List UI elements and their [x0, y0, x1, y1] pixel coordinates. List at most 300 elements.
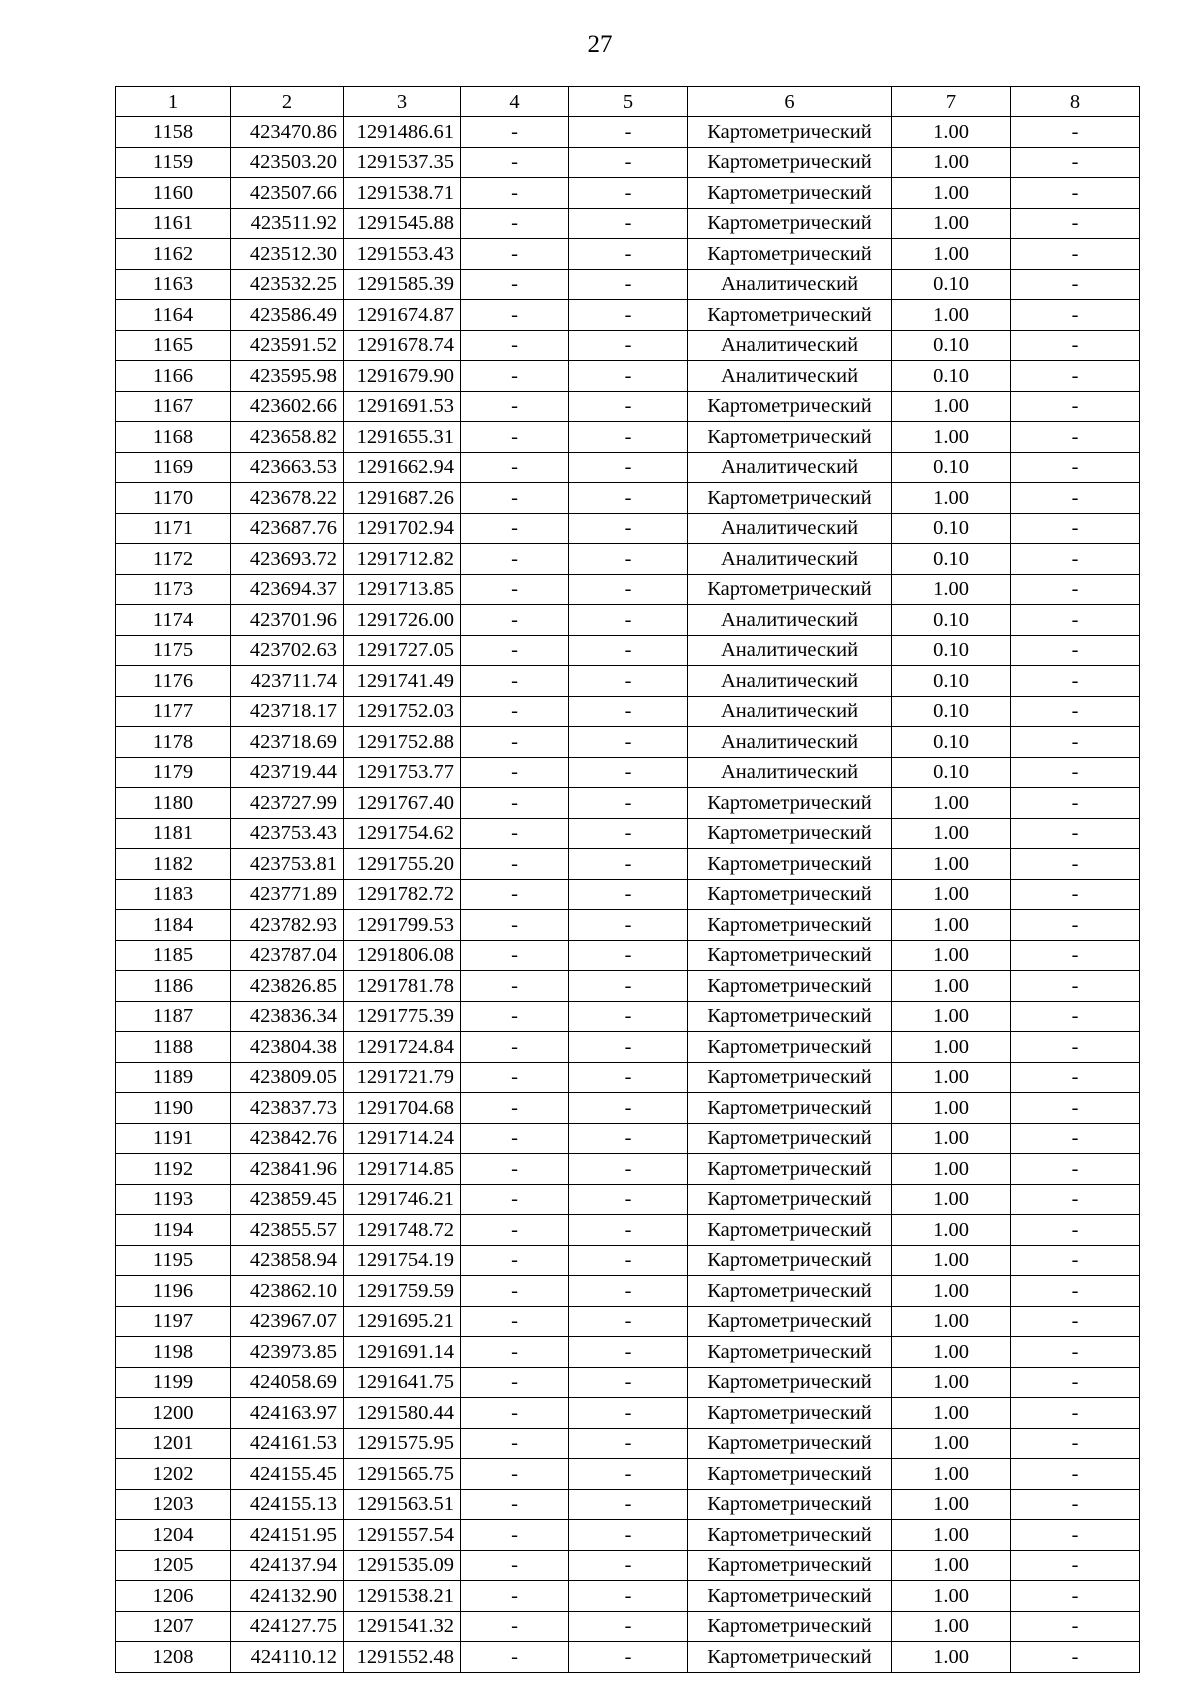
col4-cell: - — [461, 1367, 569, 1398]
y-coordinate-cell: 1291755.20 — [344, 849, 461, 880]
col5-cell: - — [569, 1276, 688, 1307]
col5-cell: - — [569, 605, 688, 636]
col8-cell: - — [1011, 1459, 1140, 1490]
table-row — [116, 635, 1140, 666]
point-number-cell: 1197 — [116, 1306, 231, 1337]
table-row — [116, 1459, 1140, 1490]
col4-cell: - — [461, 635, 569, 666]
col5-cell: - — [569, 1154, 688, 1185]
table-row — [116, 330, 1140, 361]
y-coordinate-cell: 1291746.21 — [344, 1184, 461, 1215]
table-row — [116, 391, 1140, 422]
col8-cell: - — [1011, 422, 1140, 453]
col4-cell: - — [461, 1123, 569, 1154]
accuracy-cell: 1.00 — [892, 574, 1011, 605]
point-number-cell: 1191 — [116, 1123, 231, 1154]
col5-cell: - — [569, 422, 688, 453]
method-cell: Картометрический — [688, 178, 892, 209]
col4-cell: - — [461, 666, 569, 697]
col4-cell: - — [461, 1062, 569, 1093]
method-cell: Картометрический — [688, 818, 892, 849]
col4-cell: - — [461, 1642, 569, 1673]
x-coordinate-cell: 423787.04 — [231, 940, 344, 971]
x-coordinate-cell: 423855.57 — [231, 1215, 344, 1246]
col8-cell: - — [1011, 696, 1140, 727]
col4-cell: - — [461, 574, 569, 605]
x-coordinate-cell: 423694.37 — [231, 574, 344, 605]
point-number-cell: 1166 — [116, 361, 231, 392]
method-cell: Картометрический — [688, 879, 892, 910]
col8-cell: - — [1011, 1520, 1140, 1551]
col8-cell: - — [1011, 1581, 1140, 1612]
y-coordinate-cell: 1291704.68 — [344, 1093, 461, 1124]
x-coordinate-cell: 423702.63 — [231, 635, 344, 666]
col8-cell: - — [1011, 1062, 1140, 1093]
y-coordinate-cell: 1291535.09 — [344, 1550, 461, 1581]
accuracy-cell: 1.00 — [892, 1489, 1011, 1520]
col4-cell: - — [461, 1093, 569, 1124]
x-coordinate-cell: 424155.45 — [231, 1459, 344, 1490]
column-header: 6 — [688, 87, 892, 117]
method-cell: Аналитический — [688, 727, 892, 758]
col5-cell: - — [569, 117, 688, 148]
method-cell: Аналитический — [688, 605, 892, 636]
col5-cell: - — [569, 788, 688, 819]
col8-cell: - — [1011, 635, 1140, 666]
col5-cell: - — [569, 1398, 688, 1429]
col5-cell: - — [569, 269, 688, 300]
accuracy-cell: 1.00 — [892, 422, 1011, 453]
col4-cell: - — [461, 757, 569, 788]
col8-cell: - — [1011, 788, 1140, 819]
accuracy-cell: 0.10 — [892, 269, 1011, 300]
accuracy-cell: 1.00 — [892, 1337, 1011, 1368]
point-number-cell: 1184 — [116, 910, 231, 941]
col8-cell: - — [1011, 1489, 1140, 1520]
point-number-cell: 1199 — [116, 1367, 231, 1398]
col4-cell: - — [461, 1398, 569, 1429]
y-coordinate-cell: 1291553.43 — [344, 239, 461, 270]
method-cell: Картометрический — [688, 1642, 892, 1673]
table-row — [116, 269, 1140, 300]
col8-cell: - — [1011, 1032, 1140, 1063]
accuracy-cell: 1.00 — [892, 391, 1011, 422]
accuracy-cell: 1.00 — [892, 1642, 1011, 1673]
col4-cell: - — [461, 1184, 569, 1215]
col4-cell: - — [461, 178, 569, 209]
point-number-cell: 1190 — [116, 1093, 231, 1124]
x-coordinate-cell: 423804.38 — [231, 1032, 344, 1063]
point-number-cell: 1159 — [116, 147, 231, 178]
y-coordinate-cell: 1291662.94 — [344, 452, 461, 483]
accuracy-cell: 1.00 — [892, 117, 1011, 148]
x-coordinate-cell: 423503.20 — [231, 147, 344, 178]
x-coordinate-cell: 424137.94 — [231, 1550, 344, 1581]
accuracy-cell: 0.10 — [892, 544, 1011, 575]
y-coordinate-cell: 1291538.71 — [344, 178, 461, 209]
y-coordinate-cell: 1291641.75 — [344, 1367, 461, 1398]
x-coordinate-cell: 423862.10 — [231, 1276, 344, 1307]
point-number-cell: 1198 — [116, 1337, 231, 1368]
col8-cell: - — [1011, 330, 1140, 361]
x-coordinate-cell: 423837.73 — [231, 1093, 344, 1124]
x-coordinate-cell: 423858.94 — [231, 1245, 344, 1276]
x-coordinate-cell: 423718.69 — [231, 727, 344, 758]
table-row — [116, 1154, 1140, 1185]
table-row — [116, 1428, 1140, 1459]
y-coordinate-cell: 1291799.53 — [344, 910, 461, 941]
col8-cell: - — [1011, 1093, 1140, 1124]
table-row — [116, 971, 1140, 1002]
accuracy-cell: 1.00 — [892, 1154, 1011, 1185]
col8-cell: - — [1011, 879, 1140, 910]
x-coordinate-cell: 423512.30 — [231, 239, 344, 270]
col4-cell: - — [461, 239, 569, 270]
point-number-cell: 1194 — [116, 1215, 231, 1246]
x-coordinate-cell: 424151.95 — [231, 1520, 344, 1551]
x-coordinate-cell: 424127.75 — [231, 1611, 344, 1642]
accuracy-cell: 0.10 — [892, 361, 1011, 392]
method-cell: Картометрический — [688, 1062, 892, 1093]
accuracy-cell: 1.00 — [892, 483, 1011, 514]
point-number-cell: 1163 — [116, 269, 231, 300]
column-header: 2 — [231, 87, 344, 117]
col8-cell: - — [1011, 1215, 1140, 1246]
accuracy-cell: 1.00 — [892, 1550, 1011, 1581]
col5-cell: - — [569, 818, 688, 849]
method-cell: Картометрический — [688, 1306, 892, 1337]
accuracy-cell: 1.00 — [892, 1032, 1011, 1063]
col4-cell: - — [461, 1550, 569, 1581]
col4-cell: - — [461, 1581, 569, 1612]
col5-cell: - — [569, 1337, 688, 1368]
point-number-cell: 1173 — [116, 574, 231, 605]
point-number-cell: 1162 — [116, 239, 231, 270]
col4-cell: - — [461, 1489, 569, 1520]
table-row — [116, 513, 1140, 544]
col8-cell: - — [1011, 910, 1140, 941]
point-number-cell: 1160 — [116, 178, 231, 209]
y-coordinate-cell: 1291580.44 — [344, 1398, 461, 1429]
x-coordinate-cell: 423663.53 — [231, 452, 344, 483]
x-coordinate-cell: 424058.69 — [231, 1367, 344, 1398]
col5-cell: - — [569, 391, 688, 422]
col5-cell: - — [569, 239, 688, 270]
method-cell: Аналитический — [688, 544, 892, 575]
col4-cell: - — [461, 1032, 569, 1063]
accuracy-cell: 1.00 — [892, 1581, 1011, 1612]
accuracy-cell: 1.00 — [892, 178, 1011, 209]
col8-cell: - — [1011, 208, 1140, 239]
col8-cell: - — [1011, 1550, 1140, 1581]
col5-cell: - — [569, 1581, 688, 1612]
x-coordinate-cell: 423693.72 — [231, 544, 344, 575]
accuracy-cell: 0.10 — [892, 605, 1011, 636]
point-number-cell: 1187 — [116, 1001, 231, 1032]
col4-cell: - — [461, 1276, 569, 1307]
accuracy-cell: 1.00 — [892, 1611, 1011, 1642]
col5-cell: - — [569, 971, 688, 1002]
accuracy-cell: 1.00 — [892, 1093, 1011, 1124]
col8-cell: - — [1011, 1245, 1140, 1276]
method-cell: Картометрический — [688, 1032, 892, 1063]
column-header: 8 — [1011, 87, 1140, 117]
col4-cell: - — [461, 1001, 569, 1032]
col4-cell: - — [461, 879, 569, 910]
method-cell: Картометрический — [688, 391, 892, 422]
col5-cell: - — [569, 1550, 688, 1581]
point-number-cell: 1204 — [116, 1520, 231, 1551]
point-number-cell: 1205 — [116, 1550, 231, 1581]
y-coordinate-cell: 1291748.72 — [344, 1215, 461, 1246]
col4-cell: - — [461, 483, 569, 514]
method-cell: Картометрический — [688, 1520, 892, 1551]
table-row — [116, 452, 1140, 483]
col8-cell: - — [1011, 1367, 1140, 1398]
point-number-cell: 1180 — [116, 788, 231, 819]
accuracy-cell: 1.00 — [892, 849, 1011, 880]
point-number-cell: 1164 — [116, 300, 231, 331]
method-cell: Картометрический — [688, 940, 892, 971]
col5-cell: - — [569, 1032, 688, 1063]
y-coordinate-cell: 1291752.03 — [344, 696, 461, 727]
col5-cell: - — [569, 1001, 688, 1032]
col5-cell: - — [569, 666, 688, 697]
method-cell: Аналитический — [688, 666, 892, 697]
y-coordinate-cell: 1291712.82 — [344, 544, 461, 575]
y-coordinate-cell: 1291545.88 — [344, 208, 461, 239]
point-number-cell: 1185 — [116, 940, 231, 971]
y-coordinate-cell: 1291726.00 — [344, 605, 461, 636]
point-number-cell: 1188 — [116, 1032, 231, 1063]
col5-cell: - — [569, 1459, 688, 1490]
method-cell: Картометрический — [688, 239, 892, 270]
y-coordinate-cell: 1291806.08 — [344, 940, 461, 971]
point-number-cell: 1193 — [116, 1184, 231, 1215]
y-coordinate-cell: 1291691.14 — [344, 1337, 461, 1368]
point-number-cell: 1202 — [116, 1459, 231, 1490]
point-number-cell: 1181 — [116, 818, 231, 849]
accuracy-cell: 0.10 — [892, 330, 1011, 361]
method-cell: Картометрический — [688, 1123, 892, 1154]
table-row — [116, 757, 1140, 788]
method-cell: Аналитический — [688, 513, 892, 544]
accuracy-cell: 0.10 — [892, 727, 1011, 758]
method-cell: Картометрический — [688, 1489, 892, 1520]
y-coordinate-cell: 1291575.95 — [344, 1428, 461, 1459]
method-cell: Аналитический — [688, 696, 892, 727]
table-row — [116, 1123, 1140, 1154]
method-cell: Аналитический — [688, 757, 892, 788]
method-cell: Картометрический — [688, 1428, 892, 1459]
point-number-cell: 1208 — [116, 1642, 231, 1673]
accuracy-cell: 0.10 — [892, 757, 1011, 788]
table-row — [116, 544, 1140, 575]
y-coordinate-cell: 1291727.05 — [344, 635, 461, 666]
y-coordinate-cell: 1291655.31 — [344, 422, 461, 453]
col8-cell: - — [1011, 818, 1140, 849]
accuracy-cell: 1.00 — [892, 1184, 1011, 1215]
col8-cell: - — [1011, 971, 1140, 1002]
col8-cell: - — [1011, 727, 1140, 758]
col4-cell: - — [461, 1306, 569, 1337]
table-row — [116, 1245, 1140, 1276]
method-cell: Картометрический — [688, 300, 892, 331]
x-coordinate-cell: 424132.90 — [231, 1581, 344, 1612]
x-coordinate-cell: 423658.82 — [231, 422, 344, 453]
y-coordinate-cell: 1291687.26 — [344, 483, 461, 514]
col5-cell: - — [569, 1489, 688, 1520]
method-cell: Картометрический — [688, 422, 892, 453]
col4-cell: - — [461, 971, 569, 1002]
col8-cell: - — [1011, 483, 1140, 514]
col8-cell: - — [1011, 269, 1140, 300]
x-coordinate-cell: 423967.07 — [231, 1306, 344, 1337]
col8-cell: - — [1011, 239, 1140, 270]
table-row — [116, 940, 1140, 971]
col5-cell: - — [569, 1611, 688, 1642]
accuracy-cell: 1.00 — [892, 788, 1011, 819]
method-cell: Картометрический — [688, 147, 892, 178]
col4-cell: - — [461, 330, 569, 361]
method-cell: Аналитический — [688, 269, 892, 300]
y-coordinate-cell: 1291565.75 — [344, 1459, 461, 1490]
col8-cell: - — [1011, 513, 1140, 544]
y-coordinate-cell: 1291557.54 — [344, 1520, 461, 1551]
col5-cell: - — [569, 1184, 688, 1215]
col5-cell: - — [569, 483, 688, 514]
accuracy-cell: 0.10 — [892, 635, 1011, 666]
col5-cell: - — [569, 208, 688, 239]
table-row — [116, 1642, 1140, 1673]
accuracy-cell: 0.10 — [892, 696, 1011, 727]
x-coordinate-cell: 424110.12 — [231, 1642, 344, 1673]
method-cell: Аналитический — [688, 452, 892, 483]
col4-cell: - — [461, 1245, 569, 1276]
col4-cell: - — [461, 605, 569, 636]
table-row — [116, 818, 1140, 849]
accuracy-cell: 1.00 — [892, 971, 1011, 1002]
method-cell: Картометрический — [688, 1398, 892, 1429]
col5-cell: - — [569, 300, 688, 331]
col5-cell: - — [569, 910, 688, 941]
accuracy-cell: 1.00 — [892, 1306, 1011, 1337]
method-cell: Картометрический — [688, 1154, 892, 1185]
accuracy-cell: 1.00 — [892, 1398, 1011, 1429]
x-coordinate-cell: 423973.85 — [231, 1337, 344, 1368]
col4-cell: - — [461, 727, 569, 758]
point-number-cell: 1192 — [116, 1154, 231, 1185]
col5-cell: - — [569, 330, 688, 361]
y-coordinate-cell: 1291782.72 — [344, 879, 461, 910]
col8-cell: - — [1011, 1398, 1140, 1429]
x-coordinate-cell: 423711.74 — [231, 666, 344, 697]
col8-cell: - — [1011, 849, 1140, 880]
column-header: 7 — [892, 87, 1011, 117]
x-coordinate-cell: 423687.76 — [231, 513, 344, 544]
method-cell: Картометрический — [688, 1581, 892, 1612]
method-cell: Картометрический — [688, 208, 892, 239]
col8-cell: - — [1011, 1184, 1140, 1215]
method-cell: Аналитический — [688, 361, 892, 392]
col4-cell: - — [461, 513, 569, 544]
method-cell: Картометрический — [688, 1611, 892, 1642]
col4-cell: - — [461, 208, 569, 239]
accuracy-cell: 0.10 — [892, 666, 1011, 697]
x-coordinate-cell: 423836.34 — [231, 1001, 344, 1032]
accuracy-cell: 1.00 — [892, 879, 1011, 910]
accuracy-cell: 0.10 — [892, 513, 1011, 544]
x-coordinate-cell: 423595.98 — [231, 361, 344, 392]
col8-cell: - — [1011, 147, 1140, 178]
y-coordinate-cell: 1291775.39 — [344, 1001, 461, 1032]
x-coordinate-cell: 423753.81 — [231, 849, 344, 880]
point-number-cell: 1169 — [116, 452, 231, 483]
y-coordinate-cell: 1291678.74 — [344, 330, 461, 361]
table-row — [116, 879, 1140, 910]
table-header-row — [116, 87, 1140, 117]
col8-cell: - — [1011, 1154, 1140, 1185]
accuracy-cell: 1.00 — [892, 1123, 1011, 1154]
col5-cell: - — [569, 452, 688, 483]
col5-cell: - — [569, 544, 688, 575]
table-row — [116, 605, 1140, 636]
point-number-cell: 1189 — [116, 1062, 231, 1093]
point-number-cell: 1203 — [116, 1489, 231, 1520]
col4-cell: - — [461, 1428, 569, 1459]
column-header: 4 — [461, 87, 569, 117]
table-row — [116, 422, 1140, 453]
table-row — [116, 1276, 1140, 1307]
col8-cell: - — [1011, 452, 1140, 483]
col5-cell: - — [569, 727, 688, 758]
col8-cell: - — [1011, 940, 1140, 971]
point-number-cell: 1158 — [116, 117, 231, 148]
col4-cell: - — [461, 117, 569, 148]
col8-cell: - — [1011, 1276, 1140, 1307]
x-coordinate-cell: 423602.66 — [231, 391, 344, 422]
y-coordinate-cell: 1291563.51 — [344, 1489, 461, 1520]
col4-cell: - — [461, 147, 569, 178]
col8-cell: - — [1011, 391, 1140, 422]
accuracy-cell: 1.00 — [892, 1459, 1011, 1490]
x-coordinate-cell: 423727.99 — [231, 788, 344, 819]
column-header: 5 — [569, 87, 688, 117]
accuracy-cell: 1.00 — [892, 910, 1011, 941]
table-row — [116, 300, 1140, 331]
y-coordinate-cell: 1291713.85 — [344, 574, 461, 605]
method-cell: Картометрический — [688, 117, 892, 148]
accuracy-cell: 1.00 — [892, 1245, 1011, 1276]
col8-cell: - — [1011, 1001, 1140, 1032]
y-coordinate-cell: 1291753.77 — [344, 757, 461, 788]
table-row — [116, 208, 1140, 239]
column-header: 1 — [116, 87, 231, 117]
table-row — [116, 117, 1140, 148]
point-number-cell: 1176 — [116, 666, 231, 697]
y-coordinate-cell: 1291724.84 — [344, 1032, 461, 1063]
x-coordinate-cell: 423771.89 — [231, 879, 344, 910]
point-number-cell: 1170 — [116, 483, 231, 514]
x-coordinate-cell: 423782.93 — [231, 910, 344, 941]
col4-cell: - — [461, 910, 569, 941]
table-row — [116, 147, 1140, 178]
col5-cell: - — [569, 940, 688, 971]
col5-cell: - — [569, 1215, 688, 1246]
x-coordinate-cell: 423511.92 — [231, 208, 344, 239]
col5-cell: - — [569, 635, 688, 666]
y-coordinate-cell: 1291486.61 — [344, 117, 461, 148]
